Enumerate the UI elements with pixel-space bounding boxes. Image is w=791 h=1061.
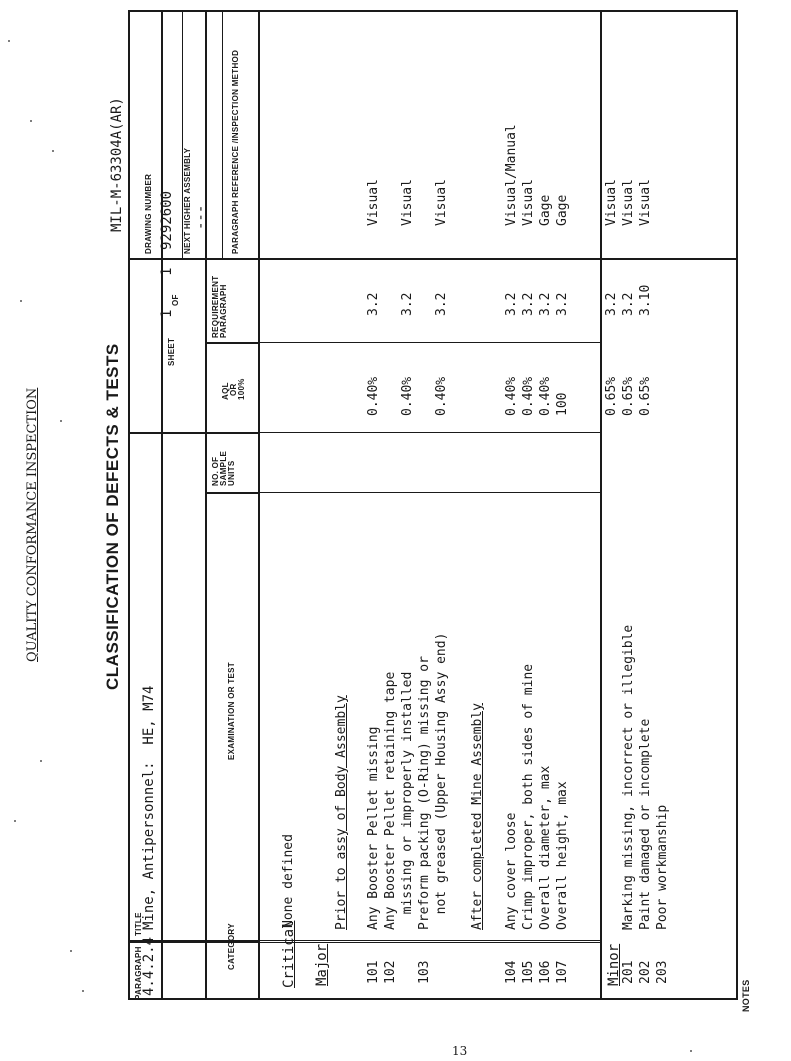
aql-label-1: AQL xyxy=(221,382,230,400)
row-code: 203 xyxy=(655,960,670,984)
row-req: 3.2 xyxy=(366,292,381,316)
category-major: Major xyxy=(314,943,330,986)
row-text: Any Booster Pellet missing xyxy=(366,726,381,930)
sample-units-label: NO. OF SAMPLE UNITS xyxy=(211,450,236,486)
row-req: 3.2 xyxy=(621,292,636,316)
row-text: Paint damaged or incomplete xyxy=(638,718,653,930)
row-code: 201 xyxy=(621,960,636,984)
next-assembly-value: --- xyxy=(193,204,209,230)
paragraph-label: PARAGRAPH xyxy=(134,946,143,1000)
spec-number: MIL-M-63304A(AR) xyxy=(109,97,125,232)
row-text: Marking missing, incorrect or illegible xyxy=(621,624,636,930)
row-method: Visual xyxy=(366,179,381,226)
critical-text: None defined xyxy=(281,834,296,928)
page-header: QUALITY CONFORMANCE INSPECTION xyxy=(25,387,40,662)
page-number: 13 xyxy=(452,1044,468,1058)
drawing-number-label: DRAWING NUMBER xyxy=(144,173,153,254)
row-req: 3.2 xyxy=(538,292,553,316)
row-aql: 0.40% xyxy=(521,376,536,416)
category-critical: Critical xyxy=(281,920,297,988)
row-code: 102 xyxy=(383,960,398,984)
row-method: Visual/Manual xyxy=(504,124,519,226)
row-text: Overall diameter, max xyxy=(538,765,553,930)
row-req: 3.2 xyxy=(555,292,570,316)
aql-label-3: 100% xyxy=(237,378,246,400)
row-text: Preform packing (O-Ring) missing or xyxy=(417,656,432,930)
row-aql: 0.40% xyxy=(434,376,449,416)
row-text: Crimp improper, both sides of mine xyxy=(521,663,536,930)
row-method: Visual xyxy=(621,179,636,226)
row-code: 104 xyxy=(504,960,519,984)
row-aql: 0.65% xyxy=(621,376,636,416)
row-req: 3.2 xyxy=(434,292,449,316)
next-assembly-label: NEXT HIGHER ASSEMBLY xyxy=(183,147,192,254)
drawing-number-value: 9292600 xyxy=(159,190,175,250)
row-text: Any Booster Pellet retaining tape xyxy=(383,671,398,930)
row-code: 107 xyxy=(555,960,570,984)
row-code: 105 xyxy=(521,960,536,984)
section-after: After completed Mine Assembly xyxy=(470,703,485,930)
title-label: TITLE xyxy=(134,912,143,936)
row-text: Poor workmanship xyxy=(655,804,670,930)
examination-label: EXAMINATION OR TEST xyxy=(227,662,236,760)
category-minor: Minor xyxy=(606,943,622,986)
form-title: CLASSIFICATION OF DEFECTS & TESTS xyxy=(103,343,122,690)
row-text: Any cover loose xyxy=(504,812,519,930)
paragraph-value: 4.4.2.4 xyxy=(141,936,157,996)
notes-label: NOTES xyxy=(741,979,751,1012)
title-value: Mine, Antipersonnel: HE, M74 xyxy=(141,685,157,930)
requirement-label: REQUIREMENT PARAGRAPH xyxy=(211,275,228,338)
sheet-of: OF xyxy=(171,294,180,306)
row-aql: 0.65% xyxy=(638,376,653,416)
row-code: 202 xyxy=(638,960,653,984)
row-method: Visual xyxy=(521,179,536,226)
section-prior: Prior to assy of Body Assembly xyxy=(334,695,349,930)
row-req: 3.2 xyxy=(604,292,619,316)
row-code: 106 xyxy=(538,960,553,984)
row-req: 3.2 xyxy=(521,292,536,316)
row-method: Visual xyxy=(638,179,653,226)
row-aql: 0.40% xyxy=(504,376,519,416)
row-text-cont: missing or improperly installed xyxy=(400,671,415,930)
row-aql: 0.40% xyxy=(366,376,381,416)
row-method: Visual xyxy=(400,179,415,226)
category-label: CATEGORY xyxy=(227,923,236,970)
sheet-total: 1 xyxy=(159,267,175,276)
row-req: 3.10 xyxy=(638,284,653,316)
row-aql: 100 xyxy=(555,392,570,416)
aql-label-2: OR xyxy=(229,383,238,396)
sheet-number: 1 xyxy=(159,309,175,318)
row-code: 103 xyxy=(417,960,432,984)
row-code: 101 xyxy=(366,960,381,984)
row-text-cont: not greased (Upper Housing Assy end) xyxy=(434,632,449,930)
row-req: 3.2 xyxy=(400,292,415,316)
row-text: Overall height, max xyxy=(555,781,570,930)
row-method: Gage xyxy=(538,194,553,226)
row-method: Visual xyxy=(604,179,619,226)
sheet-label: SHEET xyxy=(167,337,176,366)
row-req: 3.2 xyxy=(504,292,519,316)
reference-label: PARAGRAPH REFERENCE /INSPECTION METHOD xyxy=(231,49,240,254)
row-aql: 0.65% xyxy=(604,376,619,416)
row-aql: 0.40% xyxy=(538,376,553,416)
row-method: Gage xyxy=(555,194,570,226)
row-aql: 0.40% xyxy=(400,376,415,416)
row-method: Visual xyxy=(434,179,449,226)
